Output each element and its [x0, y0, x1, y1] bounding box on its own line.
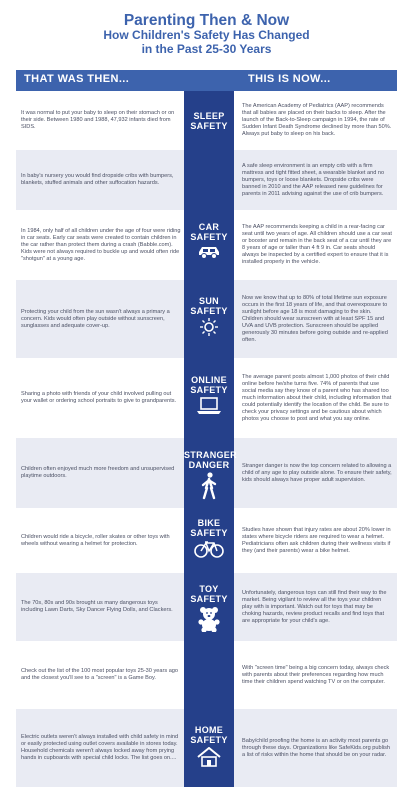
category-label: STRANGER [184, 450, 237, 460]
then-text [21, 508, 181, 573]
then-text [21, 91, 181, 150]
then-text-content: The 70s, 80s and 90s brought us many dangerous toys including Lawn Darts, Sky Dancer Flying Dolls, and Clackers. [21, 600, 173, 613]
then-text [21, 150, 181, 210]
category-label: TOY [199, 584, 219, 594]
category-label: CAR [198, 222, 220, 232]
now-text-content: Stranger danger is now the top concern related to allowing a child of any age to play outside alone. To ensure their safety, kids should always have proper adult supervision. [242, 462, 392, 483]
header [0, 0, 413, 70]
category-label: SAFETY [190, 306, 228, 316]
now-text [242, 358, 392, 438]
house-icon [184, 747, 234, 767]
now-text [242, 573, 392, 641]
category-label: BIKE [197, 517, 221, 528]
now-text [242, 438, 392, 508]
now-text [242, 280, 392, 358]
now-text-content: Studies have shown that injury rates are about 20% lower in states where bicycle riders are required to wear a helmet. Pediatricians often ask children during their wellness visits if they (and their parents) wear a bike helmet. [242, 526, 391, 554]
car-icon [184, 244, 234, 260]
page-subtitle-line-1: How Children's Safety Has Changed [103, 28, 310, 42]
spine-header [184, 70, 234, 91]
page-title: Parenting Then & Now [123, 12, 290, 29]
then-text [21, 641, 181, 709]
now-text [242, 210, 392, 280]
category-badge [184, 222, 234, 260]
now-text-content: A safe sleep environment is an empty crib with a firm mattress and tight fitted sheet, a wearable blanket and no bumpers, toys or loose blankets. Dropside cribs were banned in 2010 and the AAP released new guidelines for parents in 2011 advising against the use of crib bumpers. [242, 162, 385, 197]
column-header-now: THIS IS NOW... [248, 73, 331, 85]
then-text [21, 438, 181, 508]
category-label: HOME [194, 725, 224, 735]
then-text-content: Protecting your child from the sun wasn't always a primary a concern. Kids would often play outside without sunscreen, sunglasses and adequate cover-up. [21, 308, 170, 329]
category-label: ONLINE [191, 375, 227, 385]
category-badge [184, 518, 234, 558]
then-text-content: In 1984, only half of all children under the age of four were riding in car seats. Early car seats were created to contain children in the car rather than protect them during a crash (Babble.com). Kids were not always required to buckle up and would often ride "shotgun" at a young age. [21, 227, 181, 262]
then-text-content: Children would ride a bicycle, roller skates or other toys with wheels without wearing a helmet for protection. [21, 533, 170, 547]
category-label: SAFETY [190, 527, 228, 538]
then-text [21, 280, 181, 358]
now-text-content: The American Academy of Pediatrics (AAP) recommends that all babies are placed on their backs to sleep. After the launch of the Back-to-Sleep campaign in 1994, the rate of Sudden Infant Death Syndrome declined by more than 50%. Always put baby to sleep on his back. [242, 103, 392, 137]
walking-person-icon [184, 472, 234, 500]
category-badge [184, 450, 237, 500]
now-text-content: Unfortunately, dangerous toys can still find their way to the market. Being vigilant to review all the toys your children play with is important. Watch out for toys that may be choking hazards, review product recalls and find toys that are appropriate for your child's age. [242, 589, 387, 624]
then-text-content: Children often enjoyed much more freedom and unsupervised playtime outdoors. [21, 466, 175, 479]
then-text-content: Electric outlets weren't always installed with child safety in mind or easily protected using outlet covers available in stores today. Household chemicals weren't always locked away from prying hands in cupboards with special child locks. The list goes on.... [21, 734, 179, 761]
now-text-content: The AAP recommends keeping a child in a rear-facing car seat until two years of age. All children should use a car seat or booster and remain in the back seat of a car until they are 8 years of age or taller than 4 ft 9 in. Car seats should always be inspected by a certified expert to ensure that it is installed properly in the vehicle. [242, 224, 392, 265]
category-badge [184, 584, 234, 632]
now-text [242, 709, 392, 787]
then-text [21, 573, 181, 641]
category-badge [184, 111, 234, 131]
then-text-content: Check out the list of the 100 most popular toys 25-30 years ago and the closest you'll see to a "screen" is a Game Boy. [21, 668, 179, 681]
now-text-content: Baby/child proofing the home is an activity most parents go through these days. Organizations like SafeKids.org publish a list of risks within the home that should be on your radar. [242, 737, 391, 758]
category-label: SAFETY [190, 120, 228, 131]
category-label: SAFETY [190, 735, 228, 745]
now-text-content: With "screen time" being a big concern today, always check with parents about their preferences regarding how much time their children spend watching TV or on the computer. [242, 664, 390, 685]
page-subtitle-line-2: in the Past 25-30 Years [141, 41, 272, 56]
category-label: SAFETY [190, 385, 228, 395]
category-label: DANGER [188, 460, 230, 470]
bicycle-icon [184, 540, 234, 558]
now-text [242, 150, 392, 210]
now-text [242, 91, 392, 150]
now-text [242, 641, 392, 709]
category-badge [184, 725, 234, 767]
sun-icon [184, 318, 234, 336]
category-label: SAFETY [190, 232, 228, 242]
then-text-content: In baby's nursery you would find dropside cribs with bumpers, blankets, stuffed animals and other suffocation hazards. [21, 173, 174, 186]
category-label: SUN [199, 296, 219, 306]
laptop-icon [184, 397, 234, 415]
now-text-content: Now we know that up to 80% of total lifetime sun exposure occurs in the first 18 years of life, and that overexposure to sunlight before age 18 is most damaging to the skin. Children should wear sunscreen with at least SPF 15 and UVA and UVB protection. Sunscreen should be applied generously 30 minutes before going outside and re-applied often. [242, 294, 388, 343]
then-text [21, 358, 181, 438]
then-text-content: It was normal to put your baby to sleep on their stomach or on their side. Between 1980 and 1988, 47,932 infants died from SIDS. [21, 110, 175, 130]
category-label: SLEEP [193, 110, 225, 121]
category-label: SAFETY [190, 594, 228, 604]
category-badge [184, 296, 234, 336]
now-text-content: The average parent posts almost 1,000 photos of their child online before he/she turns five. 74% of parents that use social media say they know of a parent who has shared too much information about their child, including information that could potentially identify the location of the child. Be sure to check your privacy settings and be cautious about which photos you choose to post and what you say online. [242, 373, 392, 422]
then-text [21, 210, 181, 280]
now-text [242, 508, 392, 573]
then-text [21, 709, 181, 787]
then-text-content: Sharing a photo with friends of your child involved pulling out your wallet or ordering school portraits to give to grandparents. [21, 391, 177, 404]
column-header-then: THAT WAS THEN... [24, 73, 130, 85]
teddy-bear-icon [184, 606, 234, 632]
category-badge [184, 375, 234, 415]
category-spine [184, 91, 237, 787]
